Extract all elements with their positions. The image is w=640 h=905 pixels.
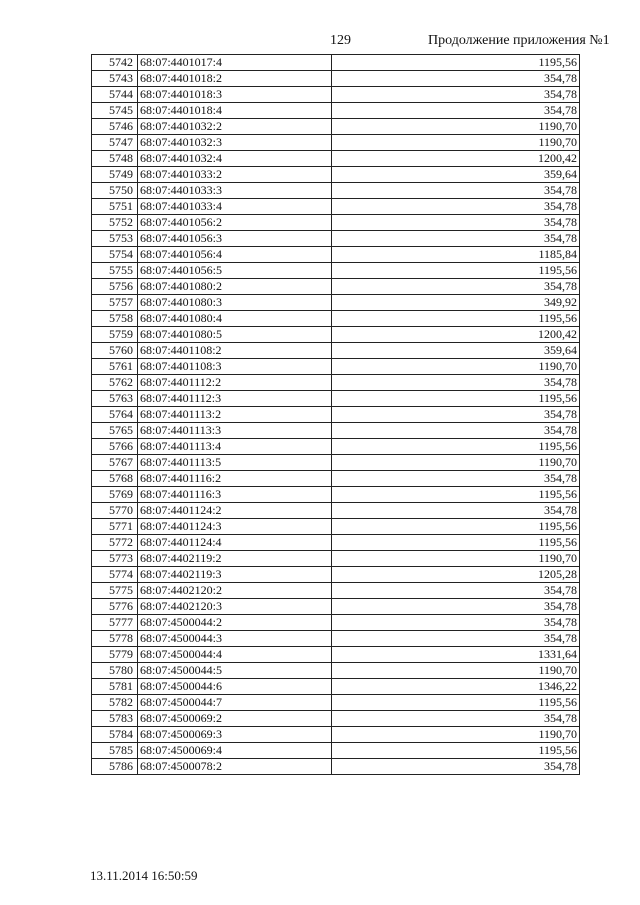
cadastral-table (91, 54, 580, 775)
cadastral-number: 68:07:4401116:2 (138, 471, 332, 487)
table-row (92, 359, 580, 375)
row-value: 1195,56 (332, 743, 580, 759)
cadastral-number: 68:07:4401056:3 (138, 231, 332, 247)
table-row (92, 87, 580, 103)
row-number: 5783 (92, 711, 138, 727)
row-number: 5780 (92, 663, 138, 679)
table-row (92, 599, 580, 615)
row-number: 5757 (92, 295, 138, 311)
row-value: 354,78 (332, 583, 580, 599)
cadastral-number: 68:07:4401112:2 (138, 375, 332, 391)
row-value: 1195,56 (332, 439, 580, 455)
cadastral-number: 68:07:4401017:4 (138, 55, 332, 71)
row-number: 5744 (92, 87, 138, 103)
table-body (92, 55, 580, 775)
cadastral-number: 68:07:4401124:3 (138, 519, 332, 535)
row-number: 5781 (92, 679, 138, 695)
table-row (92, 535, 580, 551)
row-value: 359,64 (332, 343, 580, 359)
row-value: 354,78 (332, 759, 580, 775)
cadastral-number: 68:07:4401113:3 (138, 423, 332, 439)
table-row (92, 455, 580, 471)
row-value: 354,78 (332, 599, 580, 615)
table-row (92, 215, 580, 231)
row-value: 359,64 (332, 167, 580, 183)
row-number: 5784 (92, 727, 138, 743)
table-row (92, 695, 580, 711)
row-number: 5747 (92, 135, 138, 151)
row-value: 1185,84 (332, 247, 580, 263)
row-value: 354,78 (332, 87, 580, 103)
row-value: 1195,56 (332, 519, 580, 535)
cadastral-number: 68:07:4401056:4 (138, 247, 332, 263)
table-row (92, 663, 580, 679)
row-value: 354,78 (332, 231, 580, 247)
row-value: 1200,42 (332, 327, 580, 343)
row-number: 5763 (92, 391, 138, 407)
row-number: 5775 (92, 583, 138, 599)
cadastral-number: 68:07:4401080:4 (138, 311, 332, 327)
row-number: 5774 (92, 567, 138, 583)
table-row (92, 135, 580, 151)
row-number: 5764 (92, 407, 138, 423)
row-number: 5782 (92, 695, 138, 711)
table-row (92, 711, 580, 727)
table-row (92, 743, 580, 759)
table-row (92, 439, 580, 455)
table-row (92, 631, 580, 647)
cadastral-number: 68:07:4401116:3 (138, 487, 332, 503)
row-number: 5742 (92, 55, 138, 71)
row-number: 5751 (92, 199, 138, 215)
table-row (92, 759, 580, 775)
row-value: 354,78 (332, 407, 580, 423)
row-number: 5745 (92, 103, 138, 119)
table-row (92, 679, 580, 695)
cadastral-number: 68:07:4401056:5 (138, 263, 332, 279)
row-number: 5772 (92, 535, 138, 551)
row-value: 354,78 (332, 423, 580, 439)
row-number: 5785 (92, 743, 138, 759)
table-row (92, 71, 580, 87)
row-value: 1331,64 (332, 647, 580, 663)
row-value: 1346,22 (332, 679, 580, 695)
row-value: 1190,70 (332, 359, 580, 375)
row-value: 354,78 (332, 215, 580, 231)
cadastral-number: 68:07:4401080:3 (138, 295, 332, 311)
row-value: 354,78 (332, 103, 580, 119)
cadastral-number: 68:07:4401032:4 (138, 151, 332, 167)
table-row (92, 151, 580, 167)
table-row (92, 311, 580, 327)
row-number: 5759 (92, 327, 138, 343)
row-value: 354,78 (332, 471, 580, 487)
row-value: 1190,70 (332, 455, 580, 471)
row-number: 5777 (92, 615, 138, 631)
cadastral-number: 68:07:4401018:2 (138, 71, 332, 87)
table-row (92, 583, 580, 599)
table-row (92, 263, 580, 279)
row-value: 1195,56 (332, 487, 580, 503)
table-row (92, 727, 580, 743)
print-timestamp: 13.11.2014 16:50:59 (90, 868, 198, 883)
row-value: 1190,70 (332, 663, 580, 679)
row-value: 1195,56 (332, 311, 580, 327)
row-value: 1195,56 (332, 391, 580, 407)
row-number: 5749 (92, 167, 138, 183)
row-value: 1205,28 (332, 567, 580, 583)
row-number: 5756 (92, 279, 138, 295)
row-number: 5768 (92, 471, 138, 487)
cadastral-number: 68:07:4500044:2 (138, 615, 332, 631)
row-value: 354,78 (332, 615, 580, 631)
cadastral-number: 68:07:4401113:4 (138, 439, 332, 455)
table-row (92, 551, 580, 567)
cadastral-number: 68:07:4500078:2 (138, 759, 332, 775)
cadastral-number: 68:07:4401124:2 (138, 503, 332, 519)
row-number: 5762 (92, 375, 138, 391)
cadastral-number: 68:07:4401124:4 (138, 535, 332, 551)
row-value: 1200,42 (332, 151, 580, 167)
cadastral-number: 68:07:4500069:4 (138, 743, 332, 759)
row-value: 1190,70 (332, 135, 580, 151)
row-number: 5765 (92, 423, 138, 439)
continuation-title: Продолжение приложения №1 (428, 33, 610, 48)
cadastral-number: 68:07:4402119:2 (138, 551, 332, 567)
table-row (92, 295, 580, 311)
table-row (92, 55, 580, 71)
row-number: 5755 (92, 263, 138, 279)
row-number: 5776 (92, 599, 138, 615)
row-number: 5761 (92, 359, 138, 375)
table-row (92, 231, 580, 247)
table-row (92, 343, 580, 359)
row-value: 354,78 (332, 71, 580, 87)
row-value: 1195,56 (332, 695, 580, 711)
row-number: 5752 (92, 215, 138, 231)
table-row (92, 103, 580, 119)
table-row (92, 391, 580, 407)
cadastral-number: 68:07:4500044:4 (138, 647, 332, 663)
table-row (92, 247, 580, 263)
table-row (92, 487, 580, 503)
row-number: 5750 (92, 183, 138, 199)
row-value: 1195,56 (332, 263, 580, 279)
cadastral-number: 68:07:4401032:2 (138, 119, 332, 135)
row-value: 354,78 (332, 279, 580, 295)
cadastral-number: 68:07:4401032:3 (138, 135, 332, 151)
row-number: 5771 (92, 519, 138, 535)
row-value: 354,78 (332, 503, 580, 519)
table-row (92, 407, 580, 423)
row-number: 5758 (92, 311, 138, 327)
cadastral-number: 68:07:4401108:2 (138, 343, 332, 359)
row-number: 5748 (92, 151, 138, 167)
row-number: 5753 (92, 231, 138, 247)
row-number: 5769 (92, 487, 138, 503)
cadastral-number: 68:07:4401112:3 (138, 391, 332, 407)
row-number: 5779 (92, 647, 138, 663)
row-value: 1190,70 (332, 727, 580, 743)
row-value: 354,78 (332, 375, 580, 391)
table-row (92, 279, 580, 295)
row-number: 5754 (92, 247, 138, 263)
table-row (92, 199, 580, 215)
table-row (92, 167, 580, 183)
cadastral-number: 68:07:4500044:5 (138, 663, 332, 679)
row-value: 354,78 (332, 199, 580, 215)
cadastral-number: 68:07:4500044:7 (138, 695, 332, 711)
cadastral-number: 68:07:4401033:3 (138, 183, 332, 199)
row-value: 1195,56 (332, 535, 580, 551)
cadastral-number: 68:07:4401033:4 (138, 199, 332, 215)
row-number: 5746 (92, 119, 138, 135)
table-row (92, 183, 580, 199)
cadastral-number: 68:07:4401056:2 (138, 215, 332, 231)
table-row (92, 471, 580, 487)
table-row (92, 119, 580, 135)
row-value: 1195,56 (332, 55, 580, 71)
cadastral-number: 68:07:4500044:6 (138, 679, 332, 695)
row-number: 5743 (92, 71, 138, 87)
cadastral-number: 68:07:4402119:3 (138, 567, 332, 583)
table-row (92, 647, 580, 663)
cadastral-number: 68:07:4401018:4 (138, 103, 332, 119)
row-number: 5773 (92, 551, 138, 567)
cadastral-number: 68:07:4401080:2 (138, 279, 332, 295)
cadastral-number: 68:07:4401113:2 (138, 407, 332, 423)
cadastral-number: 68:07:4401018:3 (138, 87, 332, 103)
table-row (92, 375, 580, 391)
cadastral-number: 68:07:4401033:2 (138, 167, 332, 183)
cadastral-number: 68:07:4401080:5 (138, 327, 332, 343)
table-row (92, 327, 580, 343)
row-number: 5786 (92, 759, 138, 775)
row-number: 5766 (92, 439, 138, 455)
row-value: 1190,70 (332, 551, 580, 567)
table-row (92, 615, 580, 631)
row-value: 349,92 (332, 295, 580, 311)
row-value: 354,78 (332, 631, 580, 647)
cadastral-number: 68:07:4402120:2 (138, 583, 332, 599)
table-row (92, 567, 580, 583)
cadastral-number: 68:07:4500044:3 (138, 631, 332, 647)
row-value: 1190,70 (332, 119, 580, 135)
row-number: 5760 (92, 343, 138, 359)
row-number: 5770 (92, 503, 138, 519)
table-row (92, 423, 580, 439)
cadastral-number: 68:07:4401113:5 (138, 455, 332, 471)
row-number: 5767 (92, 455, 138, 471)
row-value: 354,78 (332, 711, 580, 727)
cadastral-number: 68:07:4401108:3 (138, 359, 332, 375)
page-number: 129 (330, 33, 351, 48)
row-number: 5778 (92, 631, 138, 647)
cadastral-number: 68:07:4402120:3 (138, 599, 332, 615)
cadastral-number: 68:07:4500069:2 (138, 711, 332, 727)
row-value: 354,78 (332, 183, 580, 199)
table-row (92, 519, 580, 535)
table-row (92, 503, 580, 519)
cadastral-number: 68:07:4500069:3 (138, 727, 332, 743)
